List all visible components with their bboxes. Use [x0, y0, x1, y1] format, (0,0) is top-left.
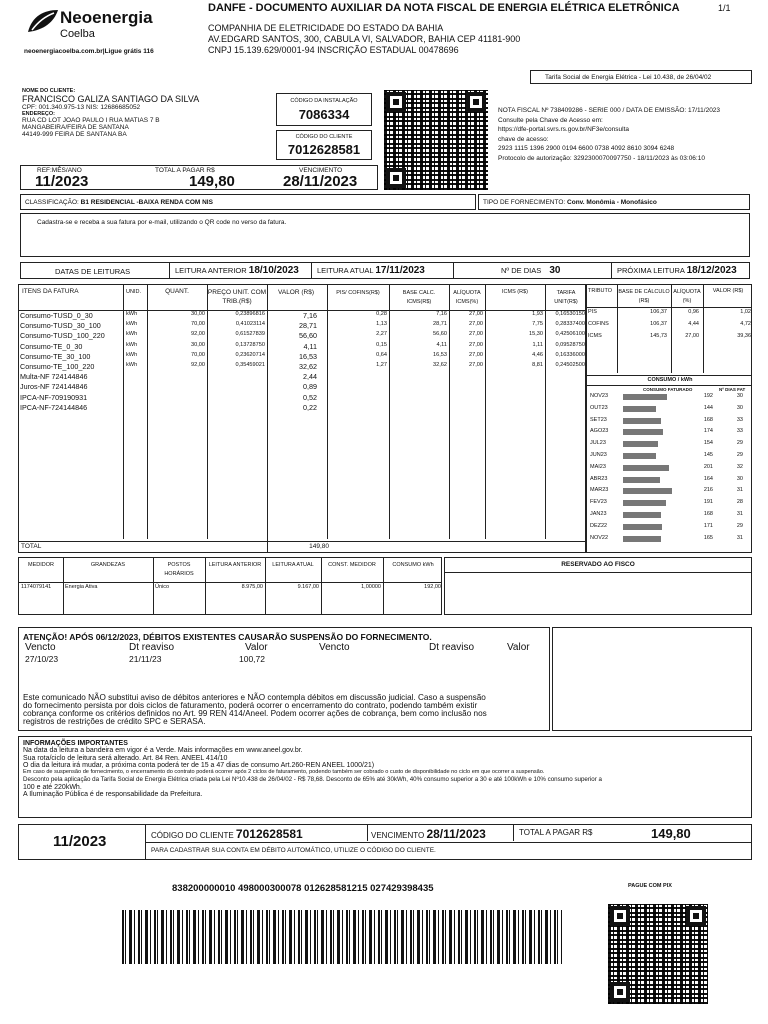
consumption-bar — [623, 406, 656, 412]
install-code: 7086334 — [298, 107, 350, 122]
tax-header-2: ALÍQUOTA (%) — [673, 289, 701, 304]
consumption-month: JUN23 — [590, 452, 607, 458]
total-label: TOTAL A PAGAR R$ — [155, 167, 215, 174]
items-cell: 28,71 — [433, 321, 447, 328]
consumption-col2: Nº DIAS FAT — [719, 387, 746, 392]
consumption-days: 31 — [736, 487, 743, 494]
debt-text-4: registros de restrições de crédito SPC e SERASA. — [23, 717, 206, 726]
items-cell: 27,00 — [469, 311, 483, 317]
items-cell: 70,00 — [191, 321, 205, 328]
supply-label: TIPO DE FORNECIMENTO: — [483, 199, 566, 206]
items-cell: 30,00 — [191, 311, 205, 317]
client-address-2: MANGABEIRA/FEIRA DE SANTANA — [22, 124, 129, 131]
items-cell: 0,22 — [303, 402, 317, 412]
items-cell: 15,30 — [529, 331, 543, 338]
debt-v2: 21/11/23 — [129, 654, 162, 664]
items-cell: 1,27 — [376, 362, 387, 368]
debt-title: ATENÇÃO! APÓS 06/12/2023, DÉBITOS EXISTENTES CAUSARÃO SUSPENSÃO DO FORNECIMENTO. — [23, 632, 432, 642]
consumption-month: MAR23 — [590, 487, 609, 494]
items-cell: 7,75 — [532, 321, 543, 328]
items-cell: 30,00 — [191, 341, 205, 348]
consumption-value: 144 — [703, 404, 713, 411]
stub-code: 7012628581 — [235, 827, 303, 841]
items-cell: 0,15 — [376, 341, 387, 348]
debt-box — [18, 627, 550, 731]
items-cell: 56,60 — [433, 331, 447, 338]
meter-value: 1174079141 — [21, 584, 52, 590]
items-cell: 0,61527839 — [235, 331, 265, 338]
client-address-3: 44149-999 FEIRA DE SANTANA BA — [22, 131, 127, 138]
debt-h2: Dt reaviso — [129, 642, 175, 653]
tax-cell: PIS — [588, 309, 597, 315]
consumption-value: 192 — [703, 393, 713, 399]
info-title: INFORMAÇÕES IMPORTANTES — [23, 740, 128, 747]
consumption-month: JAN23 — [590, 511, 607, 517]
classification-label: CLASSIFICAÇÃO: — [25, 199, 79, 206]
debt-text-1: Este comunicado NÃO substitui aviso de débitos anteriores e NÃO contempla débitos em discussão judicial. Caso a suspensão — [23, 693, 486, 702]
debt-v1: 27/10/23 — [25, 654, 59, 664]
items-cell: 70,00 — [191, 351, 205, 358]
items-cell: 8,81 — [532, 362, 543, 368]
consumption-value: 171 — [703, 522, 713, 529]
tax-header-0: TRIBUTO — [588, 288, 613, 294]
meter-header: POSTOS HORÁRIOS — [164, 562, 194, 577]
items-header-8: ICMS (R$) — [502, 289, 528, 295]
info-line-7: A Iluminação Pública é de responsabilidade da Prefeitura. — [23, 791, 203, 799]
company-address: AV.EDGARD SANTOS, 300, CABULA VI, SALVADOR, BAHIA CEP 41181-900 — [208, 34, 521, 44]
stub-code-label: CÓDIGO DO CLIENTE — [151, 831, 234, 840]
nf-consult: Consulte pela Chave de Acesso em: — [498, 116, 603, 124]
days-value: 30 — [549, 265, 561, 276]
leaf-logo-icon — [26, 8, 60, 34]
items-cell: 0,23896816 — [235, 311, 265, 317]
items-cell: 0,16530150 — [555, 311, 585, 317]
pix-label: PAGUE COM PIX — [628, 883, 672, 889]
consumption-value: 201 — [703, 463, 713, 470]
consumption-value: 191 — [703, 499, 713, 506]
client-block — [22, 88, 272, 138]
items-cell: 32,62 — [299, 362, 317, 371]
items-cell: 32,62 — [433, 362, 447, 368]
client-name: FRANCISCO GALIZA SANTIAGO DA SILVA — [22, 94, 200, 104]
items-cell: 0,28337400 — [555, 321, 585, 328]
items-header-4: VALOR (R$) — [278, 289, 314, 296]
consumption-month: JUL23 — [590, 440, 606, 447]
items-cell: 92,00 — [191, 331, 205, 338]
client-code: 7012628581 — [287, 142, 361, 157]
tax-cell: 106,37 — [650, 321, 667, 327]
debt-text-3: cobrança conforme os critérios definidos no Art. 99 REN 414/Aneel. Podem ocorrer ações de cobrança, bem como inclusão nos — [23, 709, 487, 718]
items-row — [19, 331, 585, 341]
items-cell: Consumo-TE_100_220 — [20, 362, 95, 371]
meter-value: 8.975,00 — [241, 584, 263, 590]
consumption-bar — [623, 536, 661, 542]
consumption-value: 165 — [703, 534, 713, 541]
consumption-value: 164 — [703, 475, 713, 482]
consumption-days: 29 — [736, 440, 743, 447]
page-number: 1/1 — [718, 3, 731, 13]
consumption-bar — [623, 394, 667, 400]
client-name-label: NOME DO CLIENTE: — [22, 88, 76, 94]
tax-cell: COFINS — [588, 321, 609, 327]
curr-reading-label: LEITURA ATUAL — [317, 266, 374, 275]
stub-due-label: VENCIMENTO — [371, 831, 425, 840]
brand-logo — [26, 8, 176, 42]
consumption-value: 145 — [703, 452, 713, 458]
items-cell: Multa-NF 724144846 — [20, 372, 88, 382]
items-cell: 2,44 — [303, 372, 317, 382]
items-row — [19, 372, 585, 382]
debt-text-2: do fornecimento persista por dois ciclos de faturamento, poderá ocorrer o encerramento do contrato, podendo também existir — [23, 701, 478, 710]
items-cell: Consumo-TE_0_30 — [20, 341, 83, 351]
items-cell: 1,93 — [532, 311, 543, 317]
items-row — [19, 352, 585, 362]
items-cell: 27,00 — [469, 362, 483, 368]
ref-month: 11/2023 — [35, 173, 89, 190]
meter-value: 192,00 — [424, 584, 441, 590]
items-cell: 16,53 — [433, 351, 447, 358]
info-line-6: 100 e até 220kWh. — [23, 783, 82, 791]
company-cnpj: CNPJ 15.139.629/0001-94 INSCRIÇÃO ESTADUAL 00478696 — [208, 45, 459, 55]
items-cell: 0,16336000 — [555, 351, 585, 358]
consumption-days: 33 — [736, 416, 743, 423]
tax-cell: 106,37 — [650, 309, 667, 315]
nf-key-label: chave de acesso: — [498, 135, 549, 143]
consumption-days: 30 — [736, 475, 743, 482]
items-cell: 56,60 — [299, 331, 317, 341]
consumption-value: 154 — [703, 440, 713, 447]
items-header-3: PREÇO UNIT. COM TRIB.(R$) — [207, 289, 267, 305]
client-code-box — [276, 130, 372, 160]
meter-header: MEDIDOR — [28, 562, 54, 568]
tax-cell: 4,44 — [688, 321, 699, 327]
items-row — [19, 362, 585, 372]
items-row — [19, 393, 585, 403]
items-header-2: QUANT. — [165, 288, 189, 295]
consumption-days: 30 — [736, 393, 743, 399]
tax-cell: 39,36 — [737, 333, 751, 339]
stub-debit-note: PARA CADASTRAR SUA CONTA EM DÉBITO AUTOMÁTICO, UTILIZE O CÓDIGO DO CLIENTE. — [151, 847, 436, 854]
info-box — [18, 736, 752, 818]
items-cell: 0,35459021 — [235, 362, 265, 368]
consumption-month: NOV22 — [590, 534, 609, 541]
next-reading: 18/12/2023 — [686, 265, 737, 276]
consumption-month: FEV23 — [590, 499, 607, 506]
days-label: Nº DE DIAS — [501, 266, 542, 275]
items-cell: 92,00 — [191, 362, 205, 368]
items-cell: kWh — [126, 351, 138, 358]
meter-header: CONST. MEDIDOR — [328, 562, 376, 568]
items-cell: Consumo-TUSD_30_100 — [20, 321, 101, 331]
debt-h4: Vencto — [319, 642, 350, 653]
items-cell: 7,16 — [436, 311, 447, 317]
meter-value: Energia Ativa — [65, 584, 98, 590]
total-value: 149,80 — [189, 173, 235, 190]
consumption-month: AGO23 — [590, 428, 609, 435]
consumption-month: SET23 — [590, 416, 607, 423]
items-cell: 0,13728750 — [235, 341, 265, 348]
items-cell: 0,64 — [376, 351, 387, 358]
consumption-bar — [623, 429, 663, 435]
consumption-title: CONSUMO / kWh — [647, 377, 693, 383]
consumption-bar — [623, 500, 666, 506]
classification-value: B1 RESIDENCIAL -BAIXA RENDA COM NIS — [80, 199, 213, 206]
items-cell: Consumo-TUSD_100_220 — [20, 331, 105, 341]
items-header-9: TARIFA UNIT(R$) — [554, 290, 578, 305]
nf-qr-code — [384, 90, 488, 190]
tax-cell: 145,73 — [650, 333, 667, 339]
brand-name: Neoenergia — [60, 8, 153, 27]
debt-h5: Dt reaviso — [429, 642, 475, 653]
consumption-bar — [623, 441, 658, 447]
tax-header-1: BASE DE CÁLCULO (R$) — [618, 289, 670, 304]
items-cell: IPCA-NF-709190931 — [20, 392, 88, 402]
consumption-month: NOV23 — [590, 393, 609, 399]
consumption-value: 216 — [703, 487, 713, 494]
nf-info — [498, 106, 720, 164]
brand-site: neoenergiacoelba.com.br|Ligue grátis 116 — [24, 48, 154, 55]
items-cell: 28,71 — [299, 321, 317, 331]
items-cell: Consumo-TUSD_0_30 — [20, 311, 93, 320]
items-cell: 2,27 — [376, 331, 387, 338]
tax-cell: 27,00 — [685, 333, 699, 339]
barcode-number: 838200000010 498000300078 012628581215 027429398435 — [172, 883, 434, 894]
consumption-days: 32 — [736, 463, 743, 470]
tax-cell: 0,96 — [688, 309, 699, 315]
consumption-days: 28 — [736, 499, 743, 506]
stub-due: 28/11/2023 — [426, 827, 486, 841]
tax-cell: 1,02 — [740, 309, 751, 315]
brand-sub: Coelba — [60, 28, 95, 40]
items-cell: 1,11 — [532, 341, 543, 348]
items-cell: 0,23620714 — [235, 351, 265, 358]
stub-box — [18, 824, 752, 860]
consumption-bar — [623, 418, 661, 424]
tariff-note: Tarifa Social de Energia Elétrica - Lei 10.438, de 26/04/02 — [545, 74, 712, 81]
due-label: VENCIMENTO — [299, 167, 343, 174]
items-cell: kWh — [126, 362, 138, 368]
items-cell: kWh — [126, 311, 138, 317]
items-cell: kWh — [126, 341, 138, 348]
items-header-7: ALÍQUOTA ICMS(%) — [453, 290, 481, 305]
consumption-col1: CONSUMO FATURADO — [643, 387, 693, 392]
info-line-2: Sua rota/ciclo de leitura será alterado. Art. 84 Ren. ANEEL 414/10 — [23, 754, 228, 762]
stub-total: 149,80 — [651, 826, 691, 841]
install-code-box — [276, 93, 372, 126]
pix-qr-code[interactable] — [608, 904, 708, 1004]
consumption-bar — [623, 477, 660, 483]
consumption-value: 168 — [703, 416, 713, 423]
debt-v3: 100,72 — [239, 654, 265, 664]
readings-box — [20, 262, 750, 279]
items-cell: 0,41023114 — [235, 321, 265, 328]
items-row — [19, 382, 585, 392]
meter-value: Único — [155, 584, 170, 590]
tax-header-3: VALOR (R$) — [712, 288, 744, 294]
curr-reading: 17/11/2023 — [375, 265, 425, 276]
items-cell: 4,11 — [303, 341, 317, 351]
items-cell: 0,89 — [303, 382, 317, 392]
items-table — [18, 284, 586, 553]
items-row — [19, 311, 585, 321]
items-row — [19, 342, 585, 352]
consumption-days: 30 — [736, 404, 743, 411]
items-cell: 0,42506100 — [555, 331, 585, 338]
consumption-month: MAI23 — [590, 463, 606, 470]
client-address-label: ENDEREÇO: — [22, 111, 56, 117]
client-code-label: CÓDIGO DO CLIENTE — [295, 134, 353, 140]
consumption-days: 33 — [736, 428, 743, 435]
items-header-0: ITENS DA FATURA — [22, 288, 79, 295]
stub-ref: 11/2023 — [53, 833, 107, 850]
nf-protocol: Protocolo de autorização: 3292300070097750 - 18/11/2023 às 03:06:10 — [498, 154, 705, 162]
consumption-bar — [623, 512, 661, 518]
payment-barcode — [122, 910, 562, 964]
supply-value: Conv. Monômia - Monofásico — [567, 199, 657, 206]
total-row-value: 149,80 — [309, 543, 329, 550]
install-code-label: CÓDIGO DA INSTALAÇÃO — [290, 98, 358, 104]
meter-header: GRANDEZAS — [90, 562, 126, 568]
total-row-label: TOTAL — [21, 543, 42, 550]
next-reading-label: PRÓXIMA LEITURA — [617, 266, 685, 275]
supply-box — [478, 194, 750, 210]
items-header-5: PIS/ COFINS(R$) — [336, 290, 380, 296]
items-cell: 27,00 — [469, 341, 483, 348]
consumption-bar — [623, 453, 656, 459]
meter-header: CONSUMO kWh — [392, 562, 434, 568]
client-address-1: RUA CD LOT JOAO PAULO I RUA MATIAS 7 B — [22, 117, 160, 124]
items-cell: 0,52 — [303, 392, 317, 402]
nf-url: https://dfe-portal.svrs.rs.gov.br/NF3e/consulta — [498, 126, 630, 134]
taxes-table — [586, 284, 752, 553]
ref-label: REF:MÊS/ANO — [37, 167, 82, 174]
tariff-note-box — [530, 70, 752, 84]
items-cell: 1,13 — [376, 321, 387, 328]
document-title: DANFE - DOCUMENTO AUXILIAR DA NOTA FISCAL DE ENERGIA ELÉTRICA ELETRÔNICA — [208, 2, 680, 14]
consumption-value: 168 — [703, 511, 713, 517]
notice-text: Cadastra-se e receba a sua fatura por e-mail, utilizando o QR code no verso da fatura. — [37, 219, 287, 226]
meter-value: 9.167,00 — [297, 584, 319, 590]
client-doc: CPF: 001.340.975-13 NIS: 12686685052 — [22, 104, 141, 111]
meter-header: LEITURA ATUAL — [272, 562, 314, 568]
consumption-days: 29 — [736, 522, 743, 529]
meter-header: LEITURA ANTERIOR — [208, 562, 262, 568]
due-date: 28/11/2023 — [283, 173, 358, 190]
consumption-bar — [623, 524, 662, 530]
consumption-value: 174 — [703, 428, 713, 435]
items-cell: IPCA-NF-724144846 — [20, 402, 88, 412]
consumption-days: 31 — [736, 534, 743, 541]
consumption-month: ABR23 — [590, 475, 608, 482]
info-line-3: O dia da leitura irá mudar, a próxima conta poderá ter de 15 a 47 dias de consumo Art.260-REN ANEEL 1000/21) — [23, 761, 375, 769]
consumption-month: DEZ22 — [590, 522, 608, 529]
company-name: COMPANHIA DE ELETRICIDADE DO ESTADO DA BAHIA — [208, 23, 444, 33]
tax-cell: 4,72 — [740, 321, 751, 327]
debt-h3: Valor — [245, 642, 268, 653]
items-cell: Consumo-TE_30_100 — [20, 351, 91, 361]
items-cell: Juros-NF 724144846 — [20, 382, 88, 392]
nf-number: NOTA FISCAL Nº 738409286 - SERIE 000 / DATA DE EMISSÃO: 17/11/2023 — [498, 107, 721, 114]
items-cell: kWh — [126, 321, 138, 328]
items-cell: 4,46 — [532, 351, 543, 358]
items-cell: kWh — [126, 331, 138, 338]
debt-h1: Vencto — [25, 642, 56, 653]
items-cell: 27,00 — [469, 351, 483, 358]
prev-reading-label: LEITURA ANTERIOR — [175, 266, 247, 275]
items-cell: 27,00 — [469, 321, 483, 328]
items-cell: 0,28 — [376, 311, 387, 317]
items-cell: 0,09528750 — [555, 341, 585, 348]
prev-reading: 18/10/2023 — [248, 265, 299, 276]
fiscal-label: RESERVADO AO FISCO — [561, 561, 635, 568]
consumption-days: 29 — [736, 452, 743, 458]
items-header-1: UNID. — [126, 289, 141, 295]
items-cell: 16,53 — [299, 351, 317, 361]
items-cell: 27,00 — [469, 331, 483, 338]
info-line-1: Na data da leitura a bandeira em vigor é a Verde. Mais informações em www.aneel.gov.br. — [23, 747, 303, 755]
items-header-6: BASE CALC. ICMS(R$) — [402, 290, 436, 305]
notice-box — [20, 213, 750, 257]
consumption-bar — [623, 488, 672, 494]
stub-total-label: TOTAL A PAGAR R$ — [519, 828, 593, 837]
items-cell: 0,24502500 — [555, 362, 585, 368]
items-cell: 4,11 — [436, 341, 447, 348]
info-line-5: Desconto pela aplicação da Tarifa Social de Energia Elétrica criada pela Lei Nº10.438 de 26/04/02 - R$ 78,68. Desconto de 65% até 30kWh, 40% consumo superior a 30 e até 100kWh e 10% consumo superior a — [23, 776, 602, 784]
consumption-month: OUT23 — [590, 404, 608, 411]
debt-side-box — [552, 627, 752, 731]
meter-value: 1,00000 — [361, 584, 381, 590]
items-row — [19, 321, 585, 331]
meter-table — [18, 557, 442, 615]
info-line-4: Em caso de suspensão de fornecimento, o encerramento do contrato poderá ocorrer após 2 ciclos de faturamento, podendo também ser cobrado o custo de disponibilidade no ciclo em que ocorrer a suspensão. — [23, 769, 545, 776]
readings-label: DATAS DE LEITURAS — [55, 267, 131, 276]
summary-strip — [20, 165, 378, 190]
items-cell: 7,16 — [303, 311, 317, 320]
nf-key: 2923 1115 1396 2900 0194 6600 0738 4092 8610 3094 6248 — [498, 145, 675, 153]
consumption-days: 31 — [736, 511, 743, 517]
consumption-bar — [623, 465, 669, 471]
fiscal-box — [444, 557, 752, 615]
classification-box — [20, 194, 476, 210]
items-row — [19, 403, 585, 413]
tax-cell: ICMS — [588, 333, 602, 339]
debt-h6: Valor — [507, 642, 530, 653]
